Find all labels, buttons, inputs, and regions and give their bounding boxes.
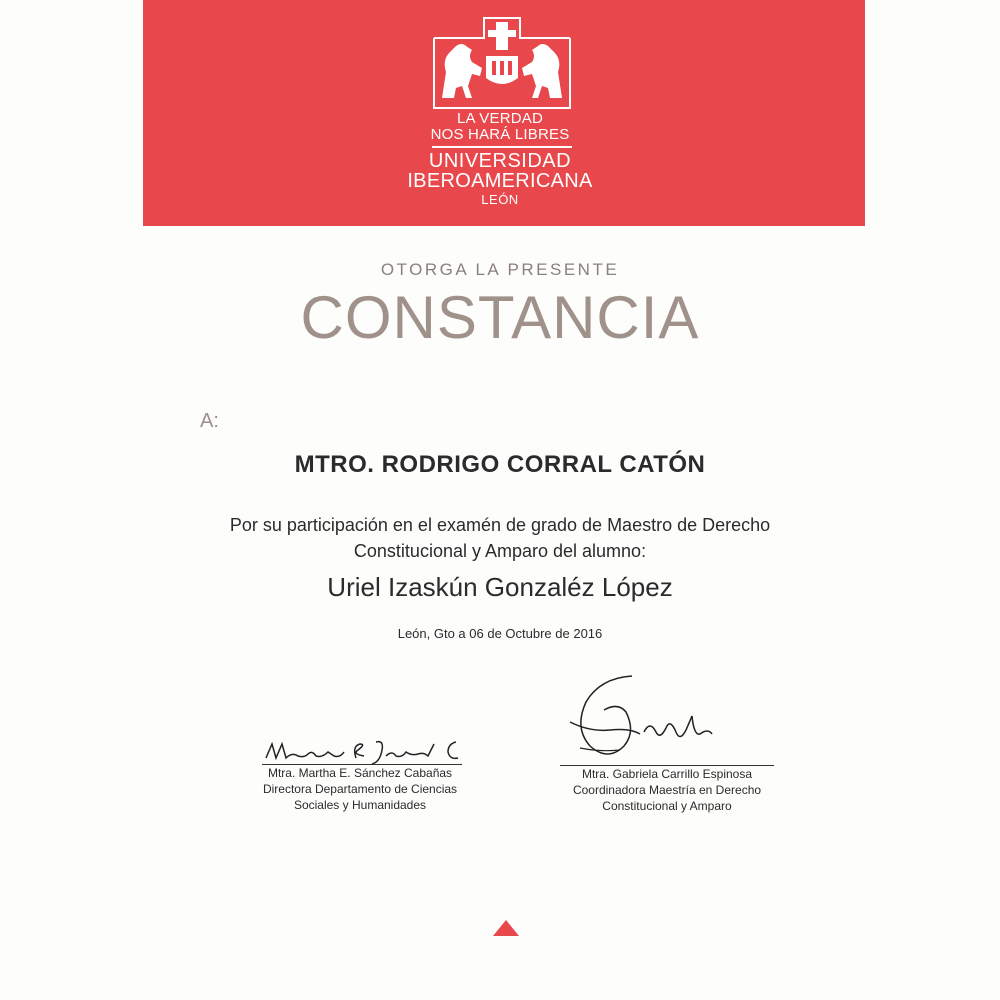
to-label: A:: [200, 410, 219, 432]
right-signatory-block: [535, 766, 799, 814]
recipient-name: MTRO. RODRIGO CORRAL CATÓN: [294, 451, 706, 478]
right-signatory-name: Mtra. Gabriela Carrillo Espinosa: [581, 767, 753, 781]
motto-line-1: LA VERDAD: [457, 110, 543, 127]
place-and-date: León, Gto a 06 de Octubre de 2016: [397, 626, 603, 641]
university-name-line-1: UNIVERSIDAD: [428, 150, 572, 172]
right-handwritten-signature: [560, 672, 760, 768]
left-signatory-role-line-1: Directora Departamento de Ciencias: [262, 782, 458, 796]
student-name: Uriel Izaskún Gonzaléz López: [327, 572, 673, 602]
university-crest-logo: [432, 16, 572, 110]
university-name-line-2: IBEROAMERICANA: [407, 170, 593, 192]
motto-line-2: NOS HARÁ LIBRES: [430, 126, 570, 143]
right-signatory-role-line-1: Coordinadora Maestría en Derecho: [572, 783, 762, 797]
left-signatory-role-line-2: Sociales y Humanidades: [293, 798, 427, 812]
certificate-title: CONSTANCIA: [300, 284, 700, 351]
divider: [432, 146, 572, 148]
participation-text: [150, 512, 850, 564]
campus-name: LEÓN: [481, 192, 519, 207]
participation-text-line-1: Por su participación en el examén de grado de Maestro de Derecho: [229, 515, 771, 535]
left-signatory-block: [220, 765, 500, 813]
left-signatory-name: Mtra. Martha E. Sánchez Cabañas: [267, 766, 453, 780]
triangle-icon: [493, 920, 519, 936]
participation-text-line-2: Constitucional y Amparo del alumno:: [353, 541, 647, 561]
grant-text: OTORGA LA PRESENTE: [380, 260, 620, 279]
right-signatory-role-line-2: Constitucional y Amparo: [602, 799, 732, 813]
